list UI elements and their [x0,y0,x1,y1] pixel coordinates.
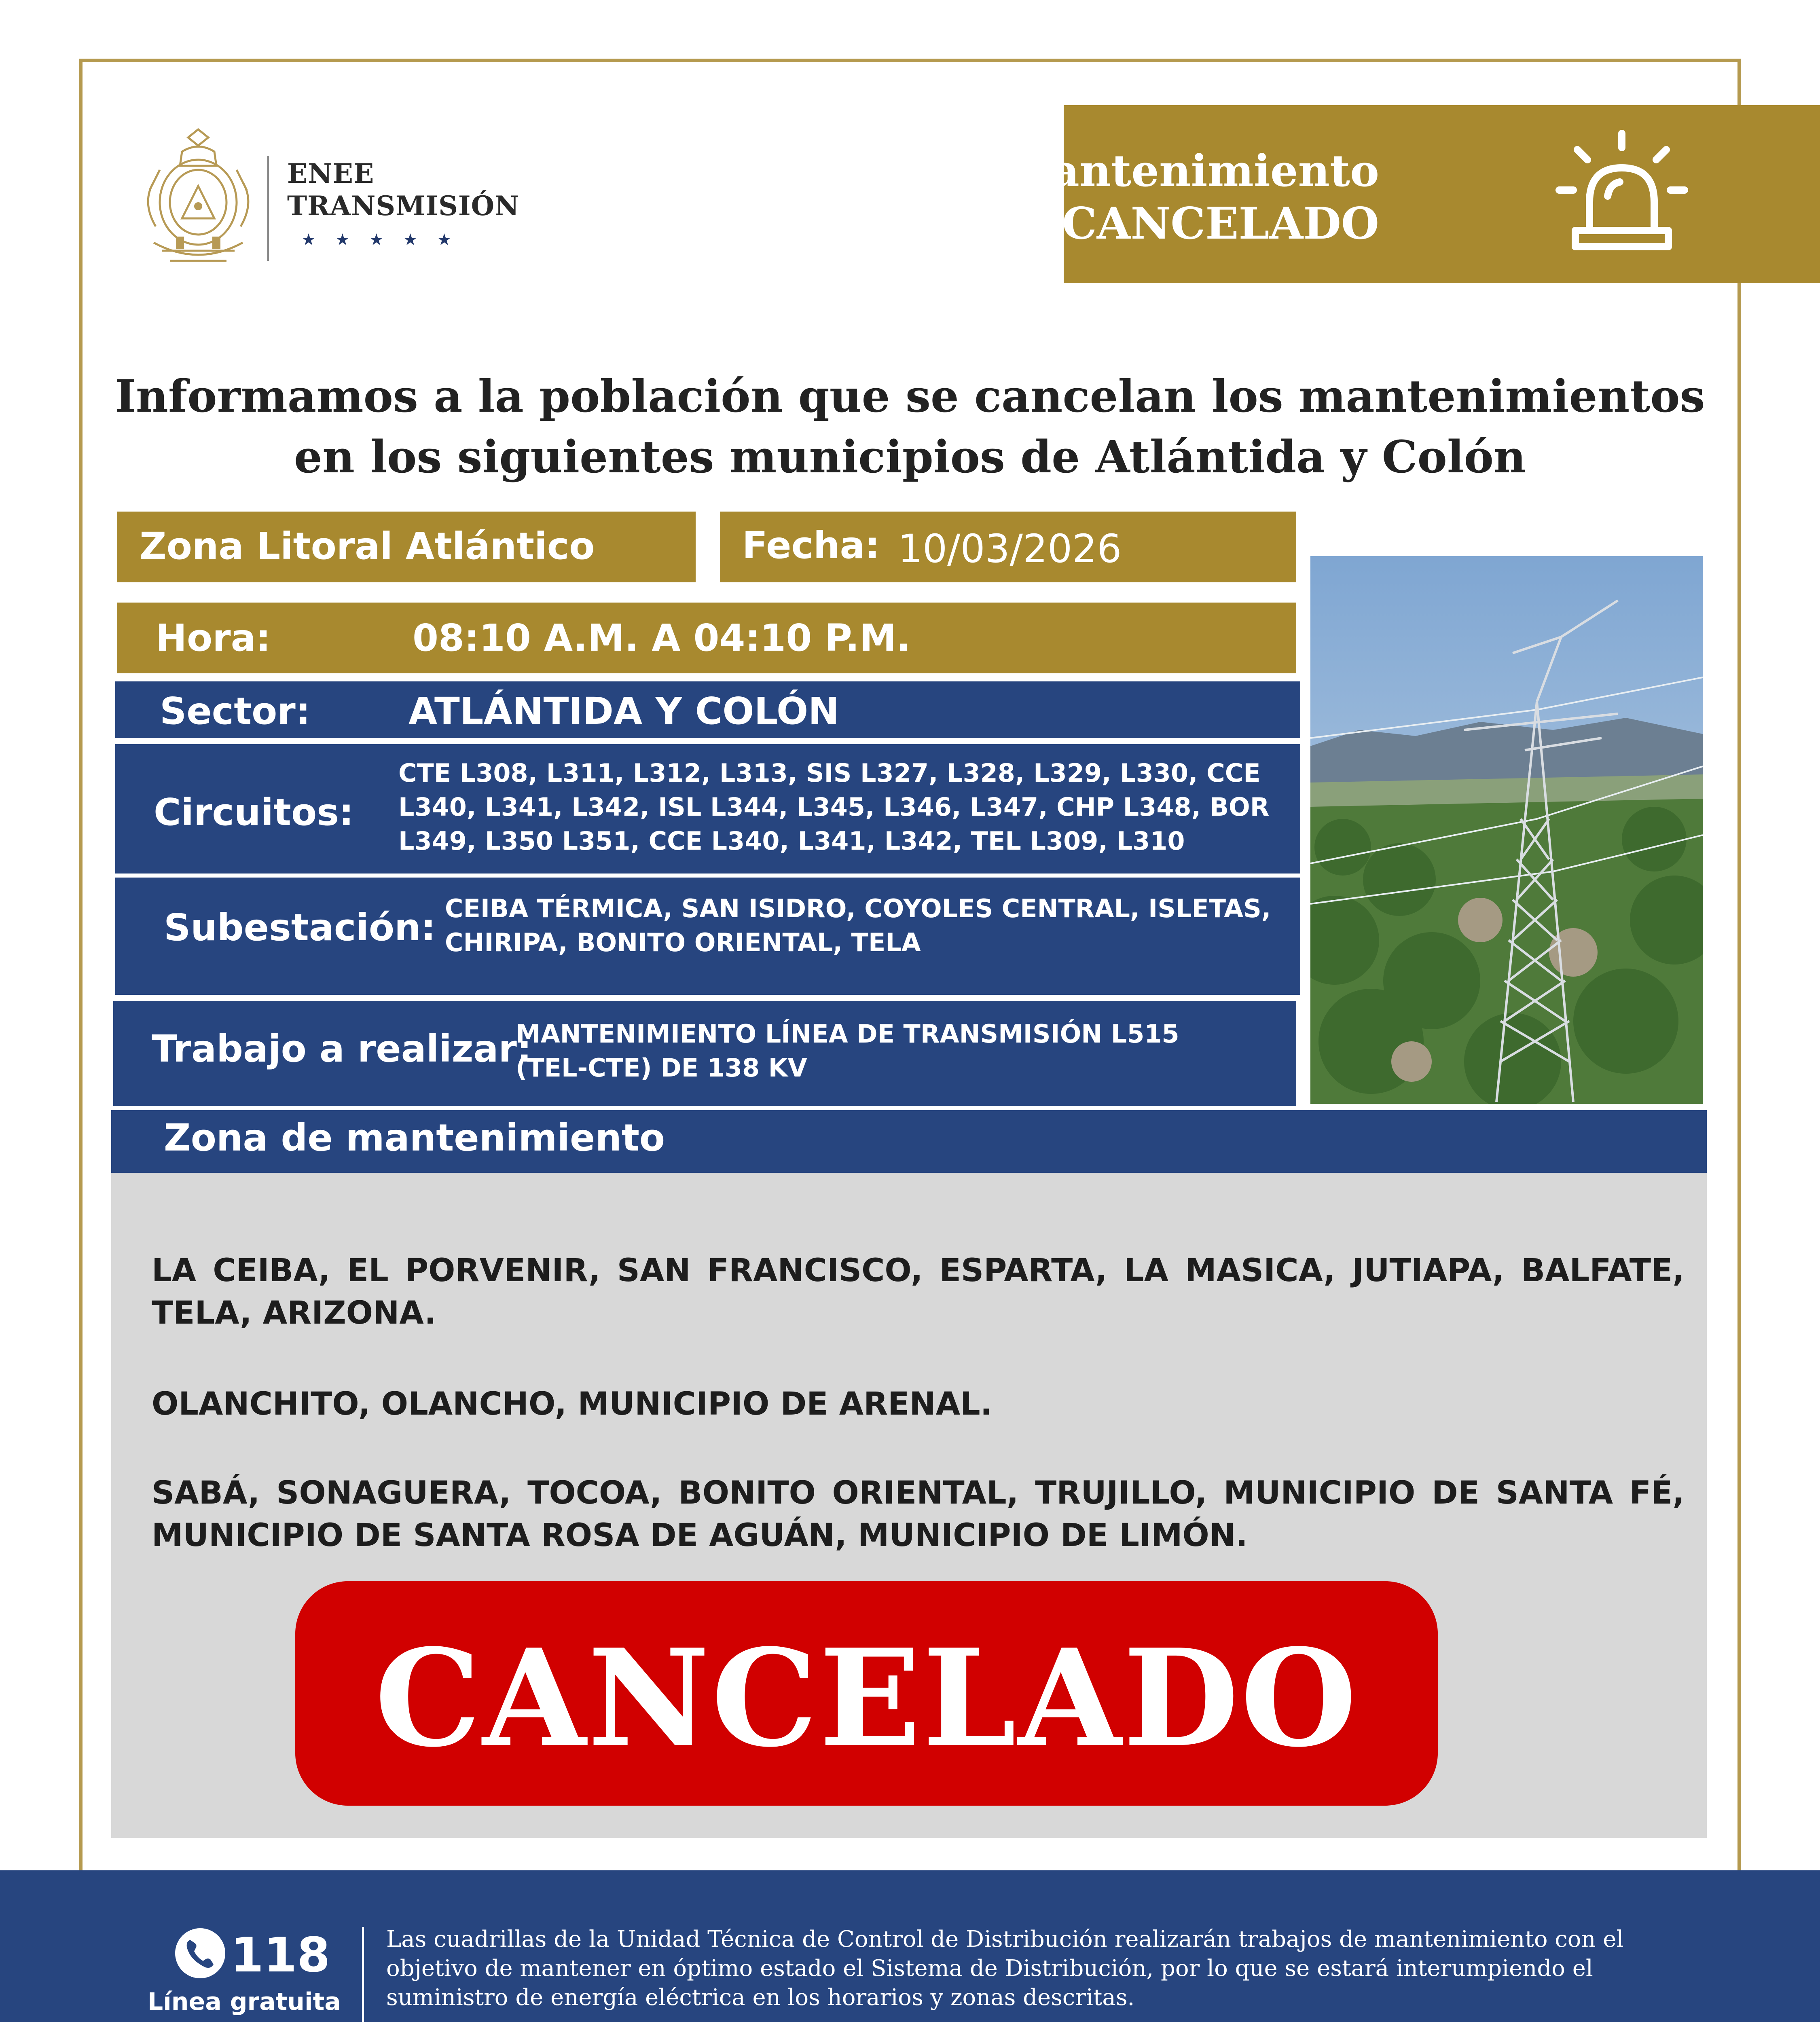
maintenance-zone-header [111,1110,1707,1173]
time-label: Hora: [156,616,271,660]
zone-paragraph-1: LA CEIBA, EL PORVENIR, SAN FRANCISCO, ESPARTA, LA MASICA, JUTIAPA, BALFATE, TELA, ARIZONA. [152,1252,1685,1331]
transmission-tower-photo [1310,556,1703,1104]
footer-divider [362,1927,364,2022]
brand-stars: ★★★★★ [301,231,471,249]
logo-divider [267,156,269,261]
zone-label: Zona Litoral Atlántico [140,525,595,568]
headline-line-1: Informamos a la población que se cancelan los mantenimientos [115,370,1705,422]
maintenance-zone-panel [111,1173,1707,1838]
work-bar [113,1001,1296,1106]
time-bar [117,603,1296,673]
sector-value: ATLÁNTIDA Y COLÓN [408,690,840,733]
banner-status: CANCELADO [1062,198,1379,249]
circuits-value: CTE L308, L311, L312, L313, SIS L327, L328, L329, L330, CCE L340, L341, L342, ISL L344, L345, L346, L347, CHP L348, BOR L349, L350 L351, CCE L340, L341, L342, TEL L309, L310 [398,758,1270,856]
brand-subname: TRANSMISIÓN [287,190,520,222]
hotline-number: 118 [231,1927,330,1983]
date-bar [720,512,1296,582]
hotline-label: Línea gratuita [148,1988,341,2016]
cancelled-stamp [295,1581,1438,1806]
maintenance-banner [1003,105,1820,283]
footer [0,1870,1820,2022]
zone-bar [117,512,696,582]
brand-name: ENEE [287,158,375,189]
substation-label: Subestación: [164,906,436,949]
phone-icon [174,1927,226,1980]
maintenance-zone-label: Zona de mantenimiento [164,1116,665,1159]
date-label: Fecha: [742,524,880,567]
coat-of-arms-logo [138,121,259,275]
sector-bar [115,681,1300,738]
date-value: 10/03/2026 [898,526,1122,571]
alarm-siren-icon [1553,125,1691,259]
headline [97,366,1723,487]
sector-label: Sector: [160,690,311,733]
circuits-bar [115,744,1300,874]
substation-value: CEIBA TÉRMICA, SAN ISIDRO, COYOLES CENTRAL, ISLETAS, CHIRIPA, BONITO ORIENTAL, TELA [445,894,1271,957]
substation-bar [115,878,1300,995]
headline-line-2: en los siguientes municipios de Atlántida y Colón [294,431,1526,483]
time-value: 08:10 A.M. A 04:10 P.M. [413,616,911,660]
footer-notice: Las cuadrillas de la Unidad Técnica de Control de Distribución realizarán trabajos de mantenimiento con el objetivo de mantener en óptimo estado el Sistema de Distribución, por lo que se estará interumpiendo el suministro de energía eléctrica en los horarios y zonas descritas. [386,1926,1624,2011]
zone-paragraph-2: OLANCHITO, OLANCHO, MUNICIPIO DE ARENAL. [152,1386,993,1422]
zone-paragraph-3: SABÁ, SONAGUERA, TOCOA, BONITO ORIENTAL, TRUJILLO, MUNICIPIO DE SANTA FÉ, MUNICIPIO DE SANTA ROSA DE AGUÁN, MUNICIPIO DE LIMÓN. [152,1475,1685,1554]
circuits-label: Circuitos: [154,791,354,834]
banner-title: Mantenimiento [1003,146,1379,197]
work-label: Trabajo a realizar: [152,1027,532,1070]
cancelled-stamp-text: CANCELADO [375,1620,1359,1777]
work-value: MANTENIMIENTO LÍNEA DE TRANSMISIÓN L515 (TEL-CTE) DE 138 KV [516,1019,1179,1083]
